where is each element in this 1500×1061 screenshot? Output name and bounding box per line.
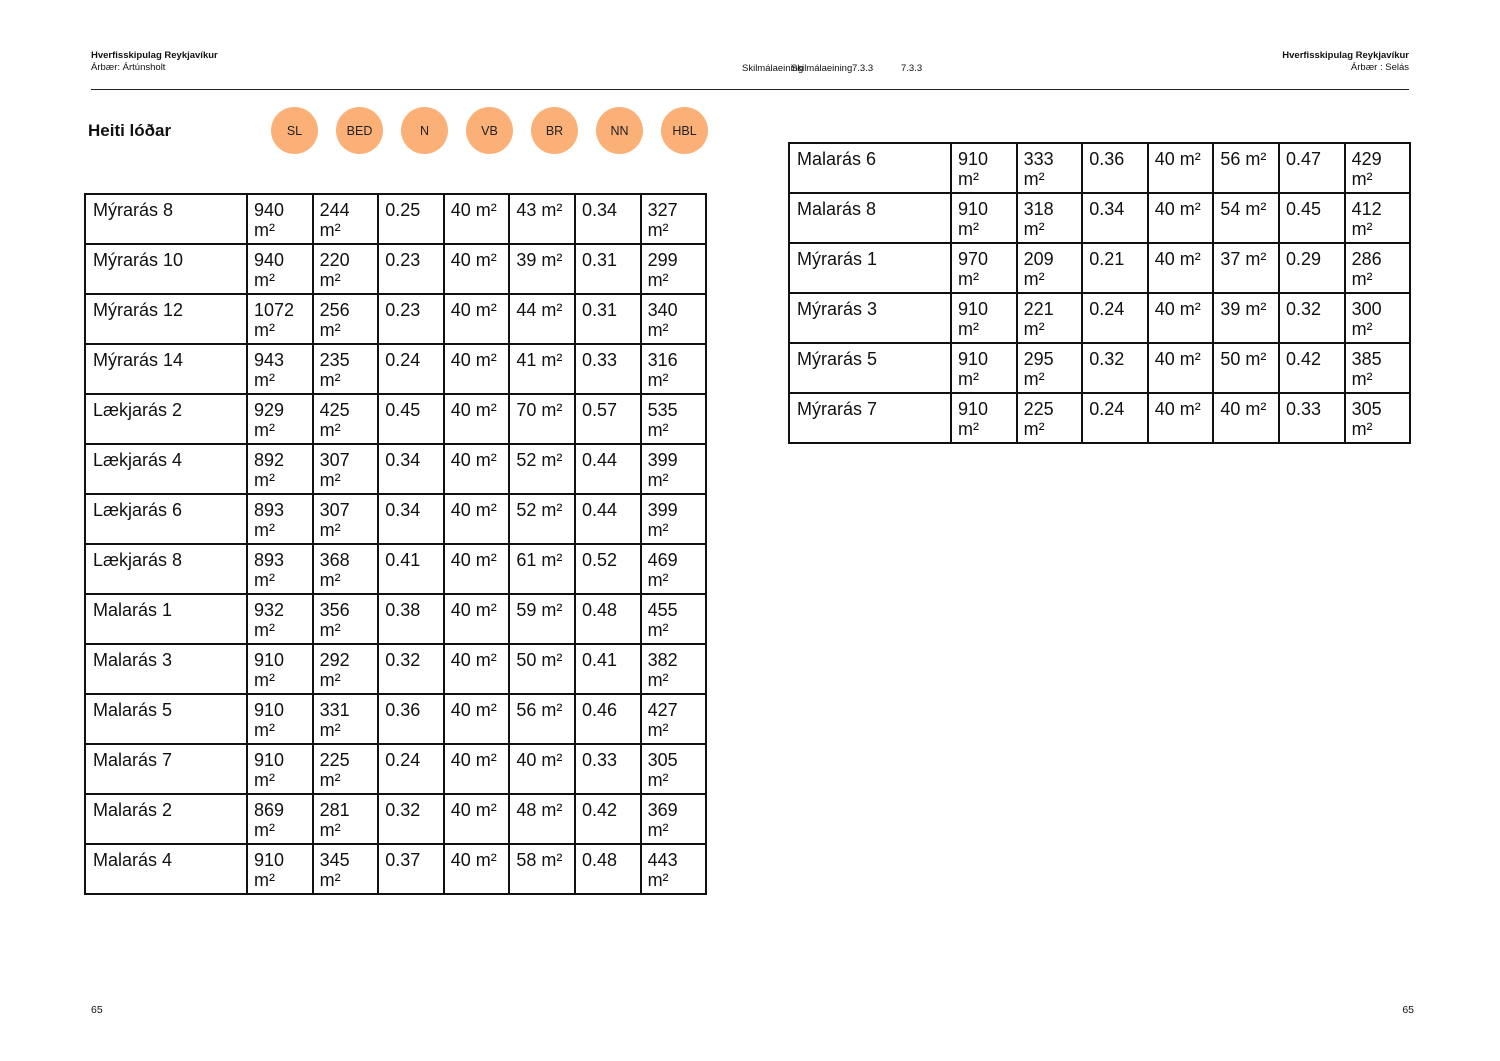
value-cell: 429 m²	[1345, 143, 1411, 193]
value-cell: 1072 m²	[247, 294, 313, 344]
table-row	[85, 394, 706, 444]
value-cell: 469 m²	[641, 544, 707, 594]
value-cell: 910 m²	[247, 644, 313, 694]
value-cell: 0.47	[1279, 143, 1345, 193]
value-cell: 425 m²	[313, 394, 379, 444]
value-cell: 292 m²	[313, 644, 379, 694]
header-left	[91, 50, 218, 74]
value-cell: 225 m²	[1017, 393, 1083, 443]
value-cell: 40 m²	[1213, 393, 1279, 443]
value-cell: 300 m²	[1345, 293, 1411, 343]
value-cell: 50 m²	[509, 644, 575, 694]
header-center-code-a: 7.3.3	[852, 63, 874, 74]
value-cell: 225 m²	[313, 744, 379, 794]
value-cell: 0.37	[378, 844, 444, 894]
value-cell: 0.31	[575, 244, 641, 294]
value-cell: 0.29	[1279, 243, 1345, 293]
value-cell: 52 m²	[509, 444, 575, 494]
value-cell: 910 m²	[951, 343, 1017, 393]
lot-name-cell: Malarás 1	[85, 594, 247, 644]
table-row	[85, 244, 706, 294]
value-cell: 44 m²	[509, 294, 575, 344]
value-cell: 0.36	[378, 694, 444, 744]
value-cell: 40 m²	[444, 644, 510, 694]
lot-name-cell: Mýrarás 8	[85, 194, 247, 244]
value-cell: 0.33	[1279, 393, 1345, 443]
value-cell: 0.46	[575, 694, 641, 744]
lot-name-cell: Mýrarás 14	[85, 344, 247, 394]
lot-name-cell: Mýrarás 5	[789, 343, 951, 393]
value-cell: 56 m²	[509, 694, 575, 744]
value-cell: 940 m²	[247, 194, 313, 244]
lot-name-cell: Mýrarás 1	[789, 243, 951, 293]
table-row	[789, 343, 1410, 393]
header-center-label-b: Skilmálaeining	[791, 63, 853, 74]
value-cell: 0.32	[378, 794, 444, 844]
value-cell: 910 m²	[951, 393, 1017, 443]
value-cell: 40 m²	[1148, 243, 1214, 293]
value-cell: 0.24	[1082, 293, 1148, 343]
value-cell: 910 m²	[951, 143, 1017, 193]
header-center-code-b: 7.3.3	[901, 63, 923, 74]
table-row	[85, 344, 706, 394]
lot-name-cell: Malarás 3	[85, 644, 247, 694]
header-right-title: Hverfisskipulag Reykjavíkur	[1282, 50, 1409, 61]
value-cell: 0.42	[575, 794, 641, 844]
table-row	[789, 143, 1410, 193]
lot-name-cell: Lækjarás 8	[85, 544, 247, 594]
value-cell: 40 m²	[444, 744, 510, 794]
value-cell: 40 m²	[444, 844, 510, 894]
value-cell: 0.57	[575, 394, 641, 444]
value-cell: 43 m²	[509, 194, 575, 244]
value-cell: 535 m²	[641, 394, 707, 444]
table-row	[85, 594, 706, 644]
badge-sl: SL	[271, 107, 318, 154]
value-cell: 940 m²	[247, 244, 313, 294]
header-right	[1282, 50, 1409, 74]
table-row	[85, 444, 706, 494]
value-cell: 0.25	[378, 194, 444, 244]
lot-name-cell: Malarás 4	[85, 844, 247, 894]
value-cell: 0.52	[575, 544, 641, 594]
value-cell: 40 m²	[444, 194, 510, 244]
lot-name-cell: Lækjarás 6	[85, 494, 247, 544]
lot-name-cell: Malarás 8	[789, 193, 951, 243]
value-cell: 970 m²	[951, 243, 1017, 293]
header-left-subtitle: Árbær: Ártúnsholt	[91, 62, 166, 73]
value-cell: 305 m²	[641, 744, 707, 794]
table-row	[85, 294, 706, 344]
header-left-title: Hverfisskipulag Reykjavíkur	[91, 50, 218, 61]
lot-name-cell: Malarás 7	[85, 744, 247, 794]
value-cell: 40 m²	[1148, 393, 1214, 443]
value-cell: 943 m²	[247, 344, 313, 394]
lot-name-heading: Heiti lóðar	[88, 121, 172, 140]
value-cell: 244 m²	[313, 194, 379, 244]
value-cell: 910 m²	[247, 844, 313, 894]
value-cell: 295 m²	[1017, 343, 1083, 393]
value-cell: 40 m²	[444, 244, 510, 294]
value-cell: 0.34	[378, 494, 444, 544]
value-cell: 0.34	[378, 444, 444, 494]
badge-bed: BED	[336, 107, 383, 154]
lot-name-cell: Mýrarás 7	[789, 393, 951, 443]
value-cell: 256 m²	[313, 294, 379, 344]
value-cell: 910 m²	[247, 694, 313, 744]
value-cell: 40 m²	[444, 594, 510, 644]
lot-name-cell: Mýrarás 12	[85, 294, 247, 344]
value-cell: 443 m²	[641, 844, 707, 894]
value-cell: 61 m²	[509, 544, 575, 594]
value-cell: 0.36	[1082, 143, 1148, 193]
value-cell: 318 m²	[1017, 193, 1083, 243]
table-row	[85, 844, 706, 894]
value-cell: 893 m²	[247, 494, 313, 544]
value-cell: 910 m²	[951, 293, 1017, 343]
value-cell: 54 m²	[1213, 193, 1279, 243]
value-cell: 48 m²	[509, 794, 575, 844]
lot-table-right	[788, 142, 1411, 444]
value-cell: 281 m²	[313, 794, 379, 844]
value-cell: 0.33	[575, 744, 641, 794]
value-cell: 40 m²	[444, 694, 510, 744]
value-cell: 331 m²	[313, 694, 379, 744]
table-row	[85, 694, 706, 744]
value-cell: 0.42	[1279, 343, 1345, 393]
value-cell: 220 m²	[313, 244, 379, 294]
value-cell: 0.24	[378, 744, 444, 794]
value-cell: 356 m²	[313, 594, 379, 644]
value-cell: 333 m²	[1017, 143, 1083, 193]
value-cell: 70 m²	[509, 394, 575, 444]
lot-name-cell: Mýrarás 3	[789, 293, 951, 343]
value-cell: 40 m²	[444, 494, 510, 544]
value-cell: 327 m²	[641, 194, 707, 244]
value-cell: 368 m²	[313, 544, 379, 594]
table-row	[85, 644, 706, 694]
value-cell: 39 m²	[1213, 293, 1279, 343]
header-divider	[91, 89, 1409, 90]
lot-name-cell: Lækjarás 4	[85, 444, 247, 494]
value-cell: 0.44	[575, 494, 641, 544]
value-cell: 40 m²	[509, 744, 575, 794]
value-cell: 427 m²	[641, 694, 707, 744]
lot-name-cell: Malarás 2	[85, 794, 247, 844]
value-cell: 41 m²	[509, 344, 575, 394]
badge-vb: VB	[466, 107, 513, 154]
table-row	[789, 193, 1410, 243]
badge-hbl: HBL	[661, 107, 708, 154]
lot-table-left	[84, 193, 707, 895]
value-cell: 869 m²	[247, 794, 313, 844]
value-cell: 40 m²	[1148, 193, 1214, 243]
page-number-left: 65	[91, 1004, 103, 1016]
value-cell: 39 m²	[509, 244, 575, 294]
table-row	[85, 794, 706, 844]
value-cell: 307 m²	[313, 444, 379, 494]
value-cell: 40 m²	[1148, 293, 1214, 343]
value-cell: 235 m²	[313, 344, 379, 394]
page-number-right: 65	[1402, 1004, 1414, 1016]
value-cell: 50 m²	[1213, 343, 1279, 393]
lot-name-cell: Lækjarás 2	[85, 394, 247, 444]
table-row	[85, 544, 706, 594]
value-cell: 40 m²	[444, 344, 510, 394]
value-cell: 56 m²	[1213, 143, 1279, 193]
value-cell: 40 m²	[444, 444, 510, 494]
value-cell: 0.21	[1082, 243, 1148, 293]
value-cell: 910 m²	[951, 193, 1017, 243]
header-center-label-a: Skilmálaeining	[742, 63, 804, 74]
value-cell: 40 m²	[1148, 343, 1214, 393]
value-cell: 0.34	[1082, 193, 1148, 243]
table-row	[789, 243, 1410, 293]
lot-name-cell: Mýrarás 10	[85, 244, 247, 294]
table-row	[789, 393, 1410, 443]
value-cell: 910 m²	[247, 744, 313, 794]
value-cell: 0.41	[378, 544, 444, 594]
value-cell: 40 m²	[1148, 143, 1214, 193]
badge-nn: NN	[596, 107, 643, 154]
table-row	[85, 744, 706, 794]
value-cell: 286 m²	[1345, 243, 1411, 293]
value-cell: 0.48	[575, 844, 641, 894]
value-cell: 0.45	[1279, 193, 1345, 243]
value-cell: 455 m²	[641, 594, 707, 644]
value-cell: 0.23	[378, 294, 444, 344]
value-cell: 221 m²	[1017, 293, 1083, 343]
table-row	[85, 494, 706, 544]
value-cell: 399 m²	[641, 494, 707, 544]
value-cell: 369 m²	[641, 794, 707, 844]
value-cell: 0.48	[575, 594, 641, 644]
value-cell: 40 m²	[444, 394, 510, 444]
value-cell: 0.32	[1082, 343, 1148, 393]
value-cell: 37 m²	[1213, 243, 1279, 293]
header-right-subtitle: Árbær : Selás	[1350, 62, 1409, 73]
value-cell: 0.23	[378, 244, 444, 294]
value-cell: 316 m²	[641, 344, 707, 394]
lot-name-cell: Malarás 5	[85, 694, 247, 744]
value-cell: 52 m²	[509, 494, 575, 544]
value-cell: 299 m²	[641, 244, 707, 294]
value-cell: 40 m²	[444, 544, 510, 594]
value-cell: 307 m²	[313, 494, 379, 544]
value-cell: 0.32	[1279, 293, 1345, 343]
value-cell: 0.44	[575, 444, 641, 494]
value-cell: 892 m²	[247, 444, 313, 494]
table-row	[789, 293, 1410, 343]
value-cell: 209 m²	[1017, 243, 1083, 293]
value-cell: 412 m²	[1345, 193, 1411, 243]
value-cell: 0.31	[575, 294, 641, 344]
value-cell: 345 m²	[313, 844, 379, 894]
value-cell: 40 m²	[444, 294, 510, 344]
value-cell: 929 m²	[247, 394, 313, 444]
table-row	[85, 194, 706, 244]
value-cell: 305 m²	[1345, 393, 1411, 443]
value-cell: 399 m²	[641, 444, 707, 494]
value-cell: 58 m²	[509, 844, 575, 894]
value-cell: 0.34	[575, 194, 641, 244]
badge-br: BR	[531, 107, 578, 154]
value-cell: 382 m²	[641, 644, 707, 694]
value-cell: 0.33	[575, 344, 641, 394]
value-cell: 893 m²	[247, 544, 313, 594]
column-badges	[271, 107, 708, 154]
value-cell: 385 m²	[1345, 343, 1411, 393]
value-cell: 0.38	[378, 594, 444, 644]
value-cell: 59 m²	[509, 594, 575, 644]
value-cell: 0.24	[1082, 393, 1148, 443]
value-cell: 40 m²	[444, 794, 510, 844]
value-cell: 0.24	[378, 344, 444, 394]
lot-name-cell: Malarás 6	[789, 143, 951, 193]
value-cell: 0.41	[575, 644, 641, 694]
value-cell: 0.32	[378, 644, 444, 694]
value-cell: 932 m²	[247, 594, 313, 644]
badge-n: N	[401, 107, 448, 154]
value-cell: 340 m²	[641, 294, 707, 344]
value-cell: 0.45	[378, 394, 444, 444]
